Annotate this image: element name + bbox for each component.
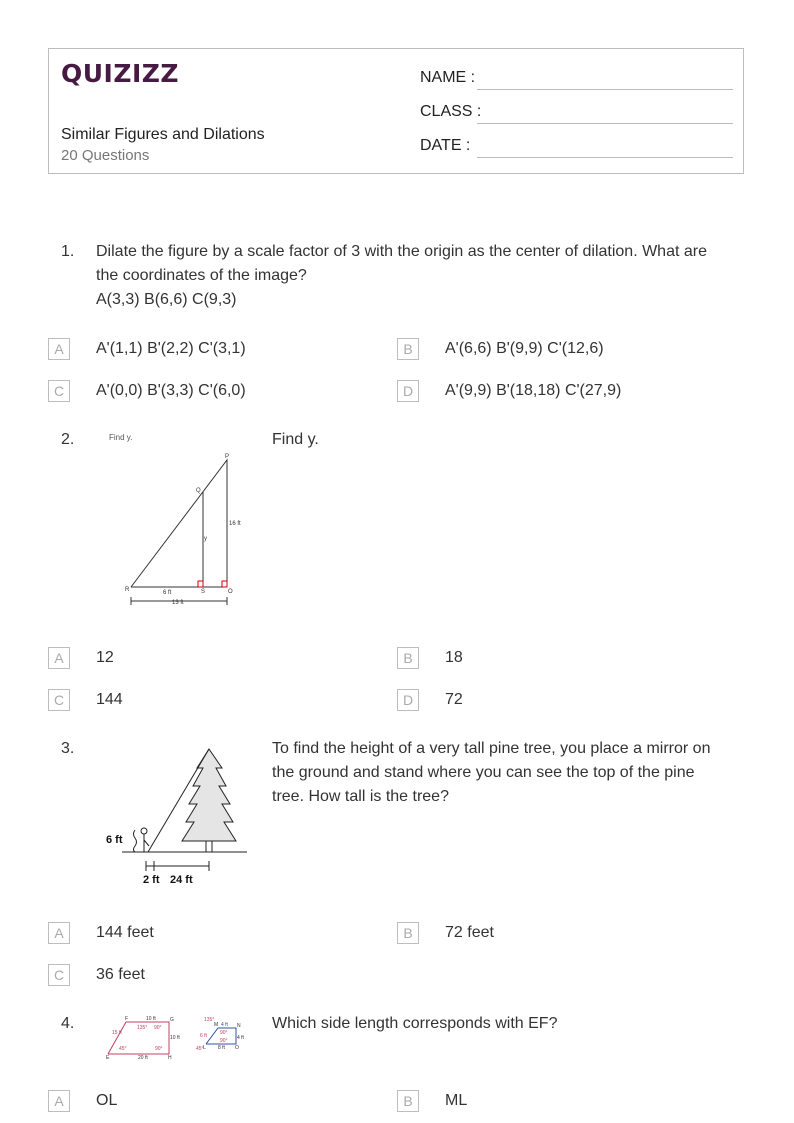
label-ro: 13 ft [172, 600, 184, 606]
option-b-text[interactable]: A'(6,6) B'(9,9) C'(12,6) [445, 340, 604, 357]
label-d2: 24 ft [170, 874, 193, 886]
option-a-box[interactable]: A [48, 647, 70, 669]
angle-f: 135° [137, 1025, 148, 1031]
angle-m: 135° [204, 1017, 215, 1023]
question-text-line: A(3,3) B(6,6) C(9,3) [96, 291, 237, 308]
option-a-text[interactable]: 12 [96, 649, 114, 666]
option-c-box[interactable]: C [48, 964, 70, 986]
label-l: L [203, 1045, 206, 1051]
label-s2: 4 ft [221, 1022, 228, 1028]
option-a-box[interactable]: A [48, 338, 70, 360]
option-b-box[interactable]: B [397, 647, 419, 669]
label-top: 10 ft [146, 1016, 156, 1022]
option-a-box[interactable]: A [48, 1090, 70, 1112]
label-n: N [237, 1023, 241, 1029]
question-text: Find y. [272, 431, 319, 448]
option-b-box[interactable]: B [397, 922, 419, 944]
angle-h: 90° [155, 1046, 163, 1052]
class-label: CLASS : [420, 103, 482, 120]
option-a-box[interactable]: A [48, 922, 70, 944]
figure-caption: Find y. [109, 433, 133, 442]
name-line[interactable] [477, 89, 733, 90]
label-d1: 2 ft [143, 874, 160, 886]
option-a-text[interactable]: A'(1,1) B'(2,2) C'(3,1) [96, 340, 246, 357]
worksheet-header [48, 48, 744, 174]
label-y: y [204, 536, 207, 542]
option-d-text[interactable]: A'(9,9) B'(18,18) C'(27,9) [445, 382, 622, 399]
option-c-text[interactable]: A'(0,0) B'(3,3) C'(6,0) [96, 382, 246, 399]
option-b-text[interactable]: ML [445, 1092, 468, 1109]
angle-o: 90° [220, 1038, 228, 1044]
option-c-text[interactable]: 36 feet [96, 966, 145, 983]
question-text-line: Dilate the figure by a scale factor of 3 with the origin as the center of dilation. What are [96, 243, 707, 260]
question-number: 1. [61, 243, 75, 260]
label-right: 10 ft [170, 1035, 180, 1041]
triangle-figure [100, 428, 260, 613]
question-text [272, 737, 747, 809]
label-o: O [228, 589, 233, 595]
angle-e: 45° [119, 1046, 127, 1052]
option-d-box[interactable]: D [397, 380, 419, 402]
option-b-box[interactable]: B [397, 1090, 419, 1112]
label-r: R [125, 587, 130, 593]
question-number: 4. [61, 1015, 75, 1032]
label-h: H [168, 1055, 172, 1061]
label-s4: 8 ft [218, 1045, 225, 1051]
question-text-line: To find the height of a very tall pine tree, you place a mirror on [272, 740, 711, 757]
class-line[interactable] [477, 123, 733, 124]
label-g: G [170, 1017, 174, 1023]
question-text: Which side length corresponds with EF? [272, 1015, 558, 1032]
question-number: 2. [61, 431, 75, 448]
label-s1: 6 ft [200, 1033, 207, 1039]
label-person: 6 ft [106, 834, 123, 846]
option-b-text[interactable]: 18 [445, 649, 463, 666]
option-c-text[interactable]: 144 [96, 691, 123, 708]
label-s3: 4 ft [237, 1035, 244, 1041]
question-number: 3. [61, 740, 75, 757]
angle-l: 45° [196, 1046, 204, 1052]
question-text-line: the coordinates of the image? [96, 267, 307, 284]
name-label: NAME : [420, 69, 476, 86]
option-d-box[interactable]: D [397, 689, 419, 711]
option-b-text[interactable]: 72 feet [445, 924, 494, 941]
option-a-text[interactable]: 144 feet [96, 924, 154, 941]
label-rs: 6 ft [163, 590, 172, 596]
option-d-text[interactable]: 72 [445, 691, 463, 708]
question-text-line: tree. How tall is the tree? [272, 788, 449, 805]
angle-n: 90° [220, 1030, 228, 1036]
label-p: P [225, 454, 230, 460]
label-side: 16 ft [229, 521, 241, 527]
option-c-box[interactable]: C [48, 689, 70, 711]
angle-g: 90° [154, 1025, 162, 1031]
option-c-box[interactable]: C [48, 380, 70, 402]
label-e: E [106, 1055, 110, 1061]
option-b-box[interactable]: B [397, 338, 419, 360]
label-q: Q [196, 488, 201, 494]
label-left: 15 ft [112, 1030, 122, 1036]
option-a-text[interactable]: OL [96, 1092, 118, 1109]
label-s: S [201, 589, 206, 595]
question-text-line: the ground and stand where you can see the top of the pine [272, 764, 695, 781]
worksheet-title: Similar Figures and Dilations [61, 126, 265, 143]
date-line[interactable] [477, 157, 733, 158]
quizizz-logo: QUIZIZZ [61, 59, 180, 88]
label-bottom: 20 ft [138, 1055, 148, 1061]
label-f: F [125, 1016, 129, 1022]
question-count: 20 Questions [61, 147, 150, 164]
label-m: M [214, 1022, 219, 1028]
label-o: O [235, 1045, 239, 1051]
question-text [96, 240, 746, 312]
trapezoid-figure [100, 1012, 250, 1062]
date-label: DATE : [420, 137, 471, 154]
tree-figure [100, 740, 260, 890]
